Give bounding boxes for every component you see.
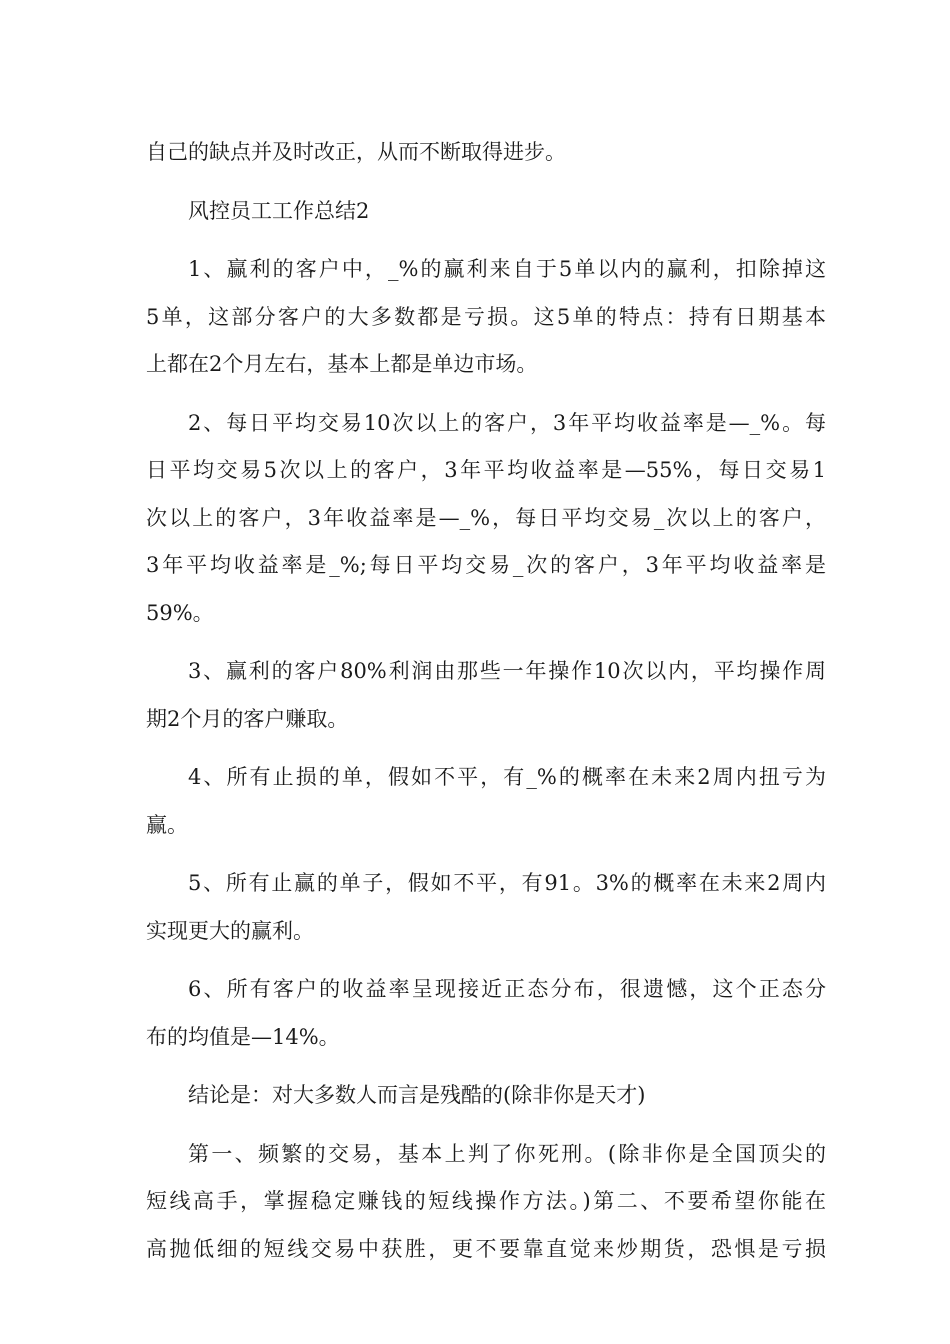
- document-body: [146, 129, 826, 1273]
- paragraph-line: 日平均交易5次以上的客户，3年平均收益率是—55%，每日交易1: [146, 458, 826, 482]
- paragraph-line: 第一、频繁的交易，基本上判了你死刑。(除非你是全国顶尖的: [188, 1141, 826, 1166]
- paragraph-line: 4、所有止损的单，假如不平，有_%的概率在未来2周内扭亏为: [188, 765, 826, 789]
- paragraph-line: 赢。: [146, 812, 188, 837]
- paragraph-line: 3、赢利的客户80%利润由那些一年操作10次以内，平均操作周: [188, 659, 826, 683]
- paragraph-line: 上都在2个月左右，基本上都是单边市场。: [146, 352, 538, 376]
- paragraph-line: 期2个月的客户赚取。: [146, 706, 349, 731]
- paragraph-line: 短线高手，掌握稳定赚钱的短线操作方法。)第二、不要希望你能在: [146, 1189, 826, 1213]
- conclusion-line: 结论是：对大多数人而言是残酷的(除非你是天才): [188, 1083, 646, 1107]
- paragraph-line: 2、每日平均交易10次以上的客户，3年平均收益率是—_%。每: [188, 410, 826, 435]
- paragraph-line: 59%。: [146, 600, 214, 625]
- paragraph-line: 实现更大的赢利。: [146, 918, 314, 943]
- paragraph-line: 布的均值是—14%。: [146, 1024, 340, 1049]
- paragraph-line: 次以上的客户，3年收益率是—_%，每日平均交易_次以上的客户，: [146, 505, 826, 530]
- paragraph-line: 1、赢利的客户中，_%的赢利来自于5单以内的赢利，扣除掉这: [188, 257, 826, 281]
- paragraph-line: 5单，这部分客户的大多数都是亏损。这5单的特点：持有日期基本: [146, 304, 826, 329]
- paragraph-line: 自己的缺点并及时改正，从而不断取得进步。: [146, 140, 566, 164]
- paragraph-line: 3年平均收益率是_%;每日平均交易_次的客户，3年平均收益率是: [146, 553, 826, 577]
- paragraph-line: 6、所有客户的收益率呈现接近正态分布，很遗憾，这个正态分: [188, 977, 826, 1001]
- paragraph-line: 高抛低细的短线交易中获胜，更不要靠直觉来炒期货，恐惧是亏损: [146, 1236, 826, 1261]
- section-heading: 风控员工工作总结2: [188, 198, 370, 223]
- paragraph-line: 5、所有止赢的单子，假如不平，有91。3%的概率在未来2周内: [188, 871, 826, 895]
